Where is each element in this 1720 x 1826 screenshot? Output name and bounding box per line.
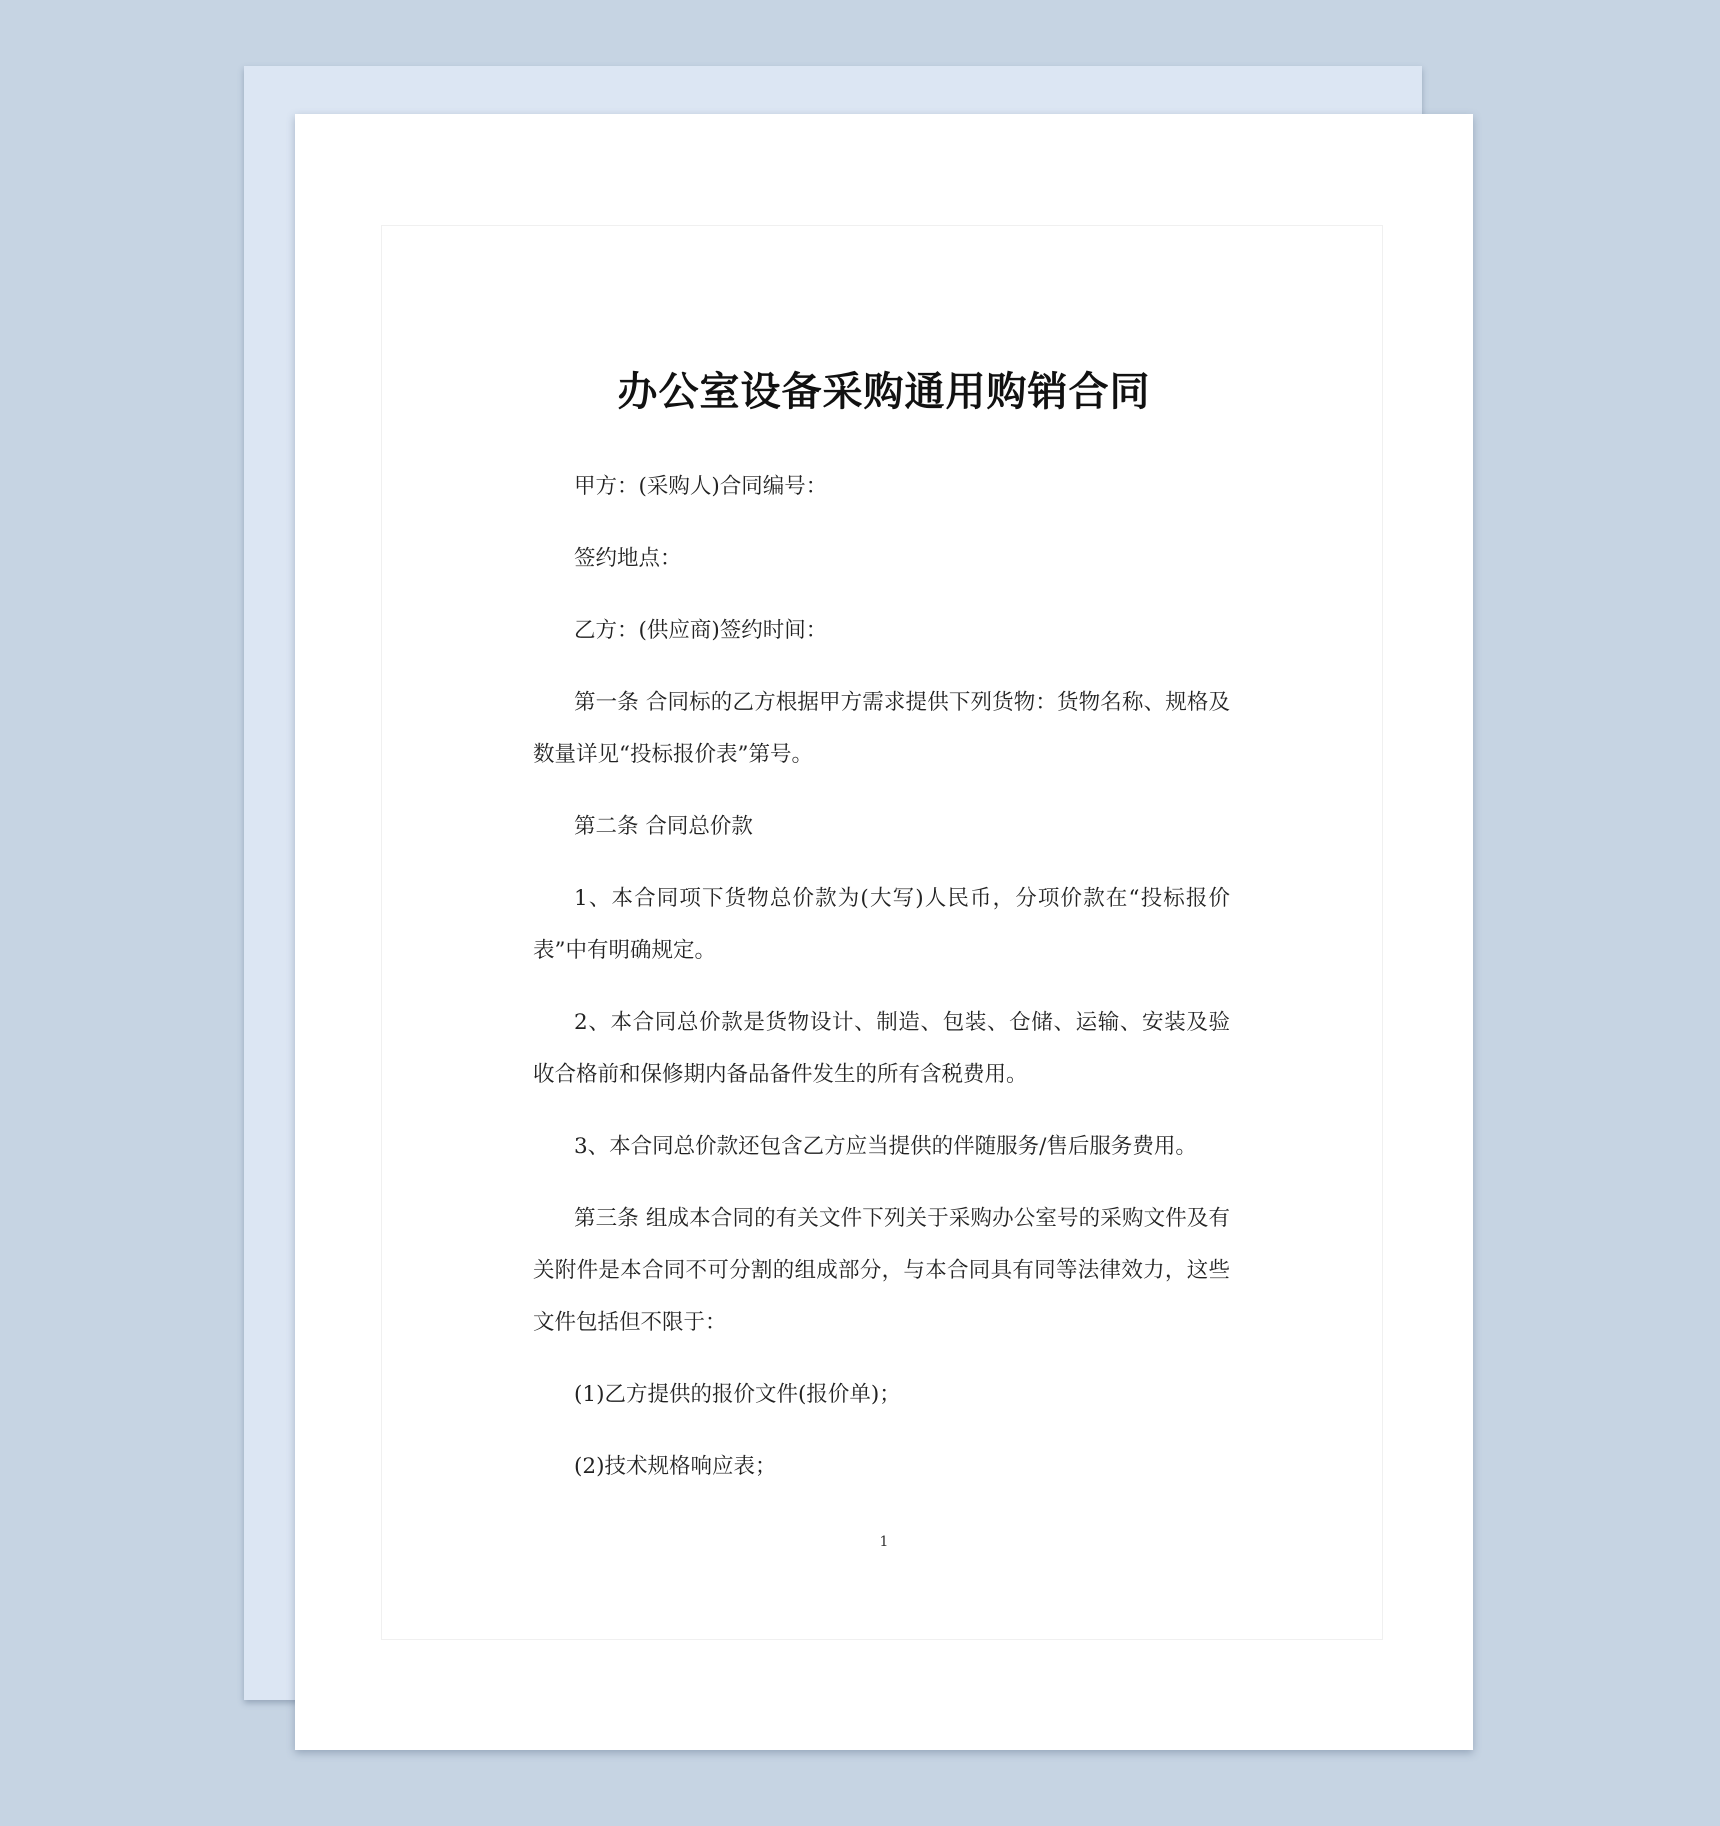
paragraph-article-3-item-2: (2)技术规格响应表； <box>574 1454 777 1479</box>
document-page <box>295 114 1473 1750</box>
document-body <box>533 461 1230 1513</box>
paragraph-article-2-item-3: 3、本合同总价款还包含乙方应当提供的伴随服务/售后服务费用。 <box>574 1134 1197 1159</box>
paragraph-article-3-item-1: (1)乙方提供的报价文件(报价单)； <box>574 1382 901 1407</box>
page-number: 1 <box>879 1534 889 1550</box>
paragraph-article-2-item-1: 1、本合同项下货物总价款为(大写)人民币，分项价款在“投标报价表”中有明确规定。 <box>533 886 1230 963</box>
paragraph-signing-place: 签约地点： <box>574 546 682 571</box>
paragraph-article-2-item-2: 2、本合同总价款是货物设计、制造、包装、仓储、运输、安装及验收合格前和保修期内备品备件发生的所有含税费用。 <box>533 1010 1230 1087</box>
paragraph-party-b: 乙方：(供应商)签约时间： <box>574 618 828 643</box>
document-title: 办公室设备采购通用购销合同 <box>617 369 1151 415</box>
paragraph-article-3: 第三条 组成本合同的有关文件下列关于采购办公室号的采购文件及有关附件是本合同不可分割的组成部分，与本合同具有同等法律效力，这些文件包括但不限于： <box>533 1206 1230 1335</box>
paragraph-article-2: 第二条 合同总价款 <box>574 814 753 839</box>
paragraph-article-1: 第一条 合同标的乙方根据甲方需求提供下列货物：货物名称、规格及数量详见“投标报价表”第号。 <box>533 690 1230 767</box>
paragraph-party-a: 甲方：(采购人)合同编号： <box>574 474 828 499</box>
